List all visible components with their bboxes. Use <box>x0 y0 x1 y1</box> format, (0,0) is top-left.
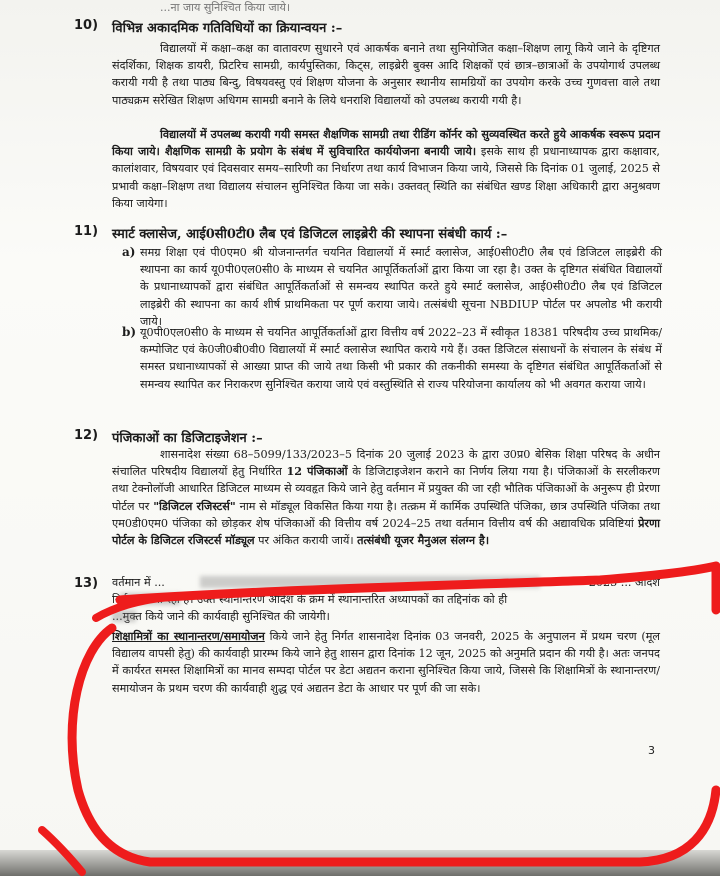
sub-item-label: b) <box>122 325 137 339</box>
section-paragraph: विद्यालयों में कक्षा–कक्ष का वातावरण सुधारने एवं आकर्षक बनाने तथा सुनियोजित कक्षा–शिक्षण लागू किये जाने के दृष्टिगत संदर्शिका, शिक्षक डायरी, प्रिटरिच सामग्री, कार्यपुस्तिका, किट्स, लाइब्रेरी बुक्स आदि शिक्षकों एवं छात्र–छात्राओं के उपयोगार्थ उपलब्ध करायी गयी है तथा पाठ्य बिन्दु, विषयवस्तु एवं शिक्षण योजना के अनुसार स्थानीय सामग्रियों का उपयोग करके उच्च गुणवत्ता वाले तथा पाठ्यक्रम सरेखित शिक्षण अधिगम सामग्री बनाने के लिये धनराशि विद्यालयों को उपलब्ध करायी गयी है। <box>112 42 660 107</box>
body-text: इसके साथ ही प्रधानाध्यापक द्वारा कक्षावार, कालांशवार, विषयवार एवं दिवसवार समय–सारिणी का निर्धारण तथा कार्य विभाजन किया जाये, जिससे कि दिनांक 01 जुलाई, 2025 से प्रभावी कक्षा–शिक्षण तथा विद्यालय संचालन सुनिश्चित किया जा सके। उक्तवत् स्थिति का संबंधित खण्ड शिक्षा अधिकारी द्वारा अनुश्रवण किया जायेगा। <box>112 145 660 210</box>
body-text: के डिजिटाइजेशन कराने का निर्णय लिया गया है। पंजिकाओं के सरलीकरण तथा टेक्नोलॉजी आधारित डिजिटल माध्यम से व्यवहृत किये जाने हेतु वर्तमान में प्रयुक्त की जा रही भौतिक पंजिकाओं के अनुरूप ही प्रेरणा पोर्टल पर <box>112 465 661 513</box>
section-number: 11) <box>74 224 99 239</box>
bold-text: प्रेरणा पोर्टल के डिजिटल रजिस्टर्स मॉड्यूल <box>112 515 660 548</box>
sub-item-b <box>122 324 662 393</box>
bold-text: विद्यालयों में उपलब्ध करायी गयी समस्त शैक्षणिक सामग्री तथा रीडिंग कॉर्नर को सुव्यवस्थित करते हुये आकर्षक स्वरूप प्रदान किया जाये। शैक्षणिक सामग्री के प्रयोग के संबंध में सुविचारित कार्ययोजना बनायी जाये। <box>112 127 660 159</box>
section-heading: विभिन्न अकादमिक गतिविधियों का क्रियान्वयन :– <box>112 21 343 36</box>
section-paragraph <box>112 126 660 212</box>
body-text: नाम से मॉड्यूल विकसित किया गया है। तत्क्रम में कार्मिक उपस्थिति पंजिका, छात्र उपस्थिति पंजिका तथा एम0डी0एम0 पंजिका को छोड़कर शेष पंजिकाओं की वित्तीय वर्ष 2024–25 तथा वर्तमान वित्तीय वर्ष की अद्यावधिक प्रविष्टियां <box>112 499 661 530</box>
partially-obscured-line: ...मुक्त किये जाने की कार्यवाही सुनिश्चित की जायेगी। <box>112 610 330 623</box>
photo-bottom-edge <box>0 850 720 876</box>
section-paragraph <box>112 446 660 549</box>
sub-item-a <box>122 244 662 330</box>
body-text: किये जाने हेतु निर्गत शासनादेश दिनांक 03 जनवरी, 2025 के अनुपालन में प्रथम चरण (मूल विद्यालय वापसी हेतु) की कार्यवाही प्रारम्भ किये जाने हेतु शासन द्वारा दिनांक 12 जून, 2025 को अनुमति प्रदान की गयी है। अतः जनपद में कार्यरत समस्त शिक्षामित्रों का मानव सम्पदा पोर्टल पर डेटा अद्यतन कराना सुनिश्चित किया जाये, जिससे कि शिक्षामित्रों के स्थानान्तरण/समायोजन के प्रथम चरण की कार्यवाही शुद्ध एवं अद्यतन डेटा के आधार पर पूर्ण की जा सके। <box>112 630 660 695</box>
sub-item-text: यू0पी0एल0सी0 के माध्यम से चयनित आपूर्तिकर्ताओं द्वारा वित्तीय वर्ष 2022–23 में स्वीकृत 18381 परिषदीय उच्च प्राथमिक/कम्पोजिट एवं के0जी0बी0वी0 विद्यालयों में स्मार्ट क्लासेज स्थापित कराये गये हैं। उक्त डिजिटल संसाधनों के संचालन के संबंध में समस्त प्रधानाध्यापकों से आख्या प्राप्त की जाये तथा किसी भी प्रकार की तकनीकी समस्या के दृष्टिगत संबंधित आपूर्तिकर्ताओं से समन्वय स्थापित कर निराकरण सुनिश्चित कराया जाये एवं वस्तुस्थिति से राज्य परियोजना कार्यालय को भी अवगत कराया जाये। <box>140 326 662 391</box>
partially-obscured-line: निर्गत ... जा रहा है। उक्त स्थानान्तरण आदेश के क्रम में स्थानान्तरित अध्यापकों का तद्दिनांक को ही <box>112 593 508 606</box>
section-number: 13) <box>74 576 99 591</box>
section-number: 10) <box>74 18 99 33</box>
smudge-overlay <box>200 576 540 588</box>
section-heading: स्मार्ट क्लासेज, आई0सी0टी0 लैब एवं डिजिटल लाइब्रेरी की स्थापना संबंधी कार्य :– <box>112 227 508 242</box>
bold-text: शिक्षामित्रों का स्थानान्तरण/समायोजन <box>112 629 265 643</box>
sub-item-label: a) <box>122 245 136 259</box>
smudge-overlay <box>112 610 136 622</box>
body-text: पर अंकित करायी जायें। <box>254 534 358 548</box>
body-text: शासनादेश संख्या 68–5099/133/2023–5 दिनांक 20 जुलाई 2023 के द्वारा उ0प्र0 बेसिक शिक्षा परिषद के अधीन संचालित परिषदीय विद्यालयों हेतु निर्धारित <box>112 448 660 479</box>
section-number: 12) <box>74 428 99 443</box>
cut-off-top-line: ...ना जाय सुनिश्चित किया जाये। <box>160 1 291 14</box>
bold-text: तत्संबंधी यूजर मैनुअल संलग्न है। <box>357 533 490 548</box>
section-paragraph <box>112 628 660 697</box>
section-heading: पंजिकाओं का डिजिटाइजेशन :– <box>112 431 263 446</box>
partially-obscured-line: वर्तमान में ... <box>112 576 165 589</box>
bold-text: "डिजिटल रजिस्टर्स" <box>153 498 236 513</box>
partially-obscured-line-right: 2025 ... आदेश <box>588 576 660 589</box>
smudge-overlay <box>120 593 180 605</box>
page-number: 3 <box>648 744 655 757</box>
bold-text: 12 पंजिकाओं <box>286 464 348 479</box>
sub-item-text: समग्र शिक्षा एवं पी0एम0 श्री योजनान्तर्गत चयनित विद्यालयों में स्मार्ट क्लासेज, आई0सी0टी0 लैब एवं डिजिटल लाइब्रेरी की स्थापना का कार्य यू0पी0एल0सी0 के माध्यम से चयनित आपूर्तिकर्ताओं द्वारा किया जा रहा है। उक्त के दृष्टिगत संबंधित विद्यालयों के प्रधानाध्यापकों द्वारा संबंधित आपूर्तिकर्ताओं से समन्वय स्थापित करते हुये स्मार्ट क्लासेज, आई0सी0टी0 लैब एवं डिजिटल लाइब्रेरी की स्थापना का कार्य शीर्ष प्राथमिकता पर पूर्ण कराया जाये। तत्संबंधी सूचना NBDIUP पोर्टल पर अपलोड भी करायी जाये। <box>140 246 662 328</box>
